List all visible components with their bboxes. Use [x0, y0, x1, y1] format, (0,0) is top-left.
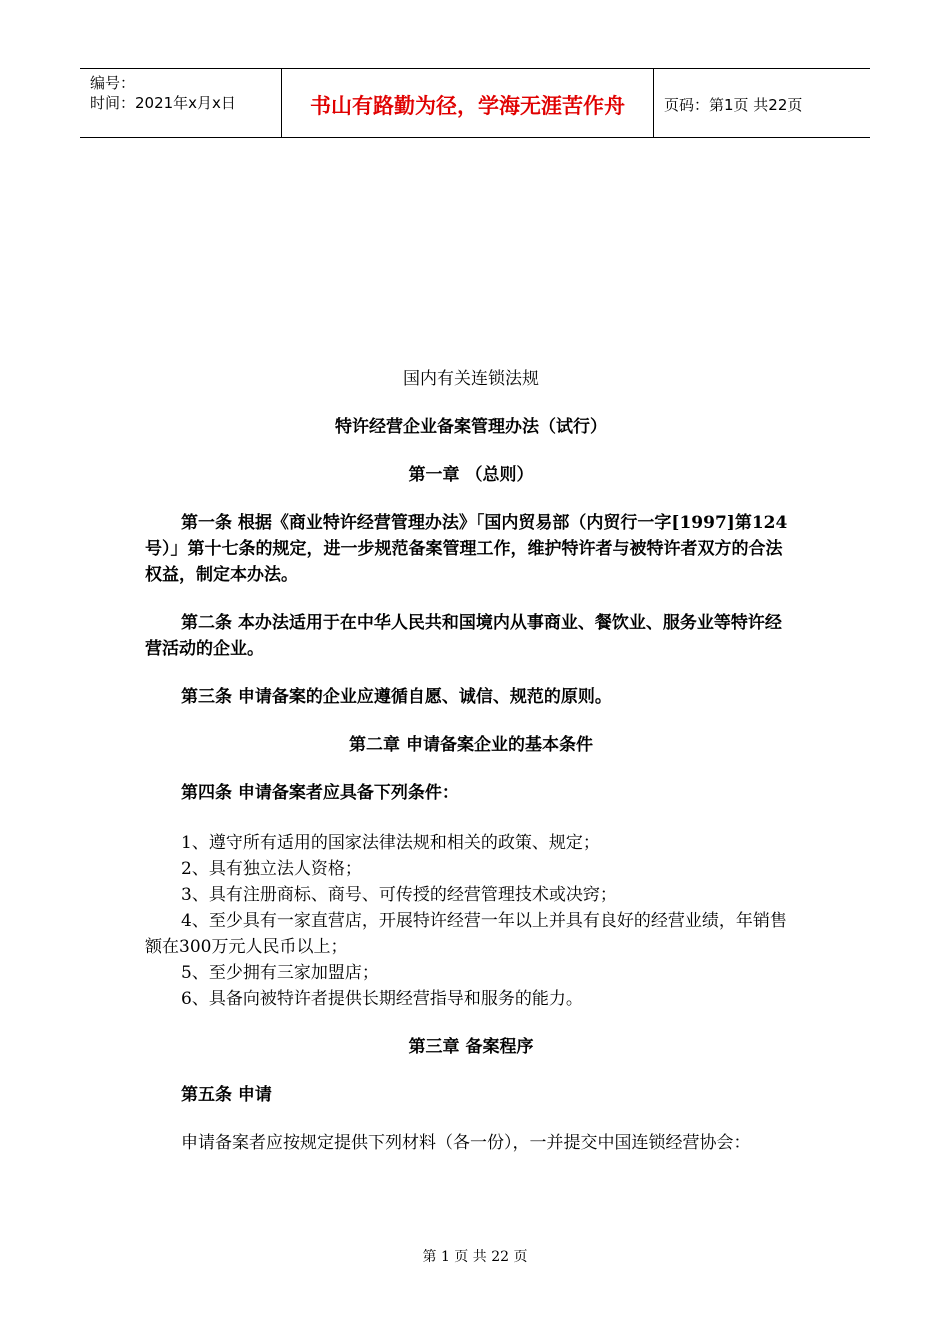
article-5: 第五条 申请 — [181, 1085, 272, 1105]
chapter-3-heading: 第三章 备案程序 — [408, 1037, 534, 1057]
article-1: 第一条 根据《商业特许经营管理办法》「国内贸易部（内贸行一字[1997]第124号）」第十七条的规定，进一步规范备案管理工作，维护特许者与被特许者双方的合法权益，制定本办法。 — [145, 513, 788, 585]
list-item: 5、至少拥有三家加盟店； — [181, 963, 379, 983]
header-meta — [80, 69, 282, 137]
article-2: 第二条 本办法适用于在中华人民共和国境内从事商业、餐饮业、服务业等特许经营活动的企业。 — [145, 613, 782, 659]
page-header — [80, 68, 870, 138]
document-body — [145, 366, 797, 1156]
article-3: 第三条 申请备案的企业应遵循自愿、诚信、规范的原则。 — [181, 687, 612, 707]
list-item: 1、遵守所有适用的国家法律法规和相关的政策、规定； — [181, 833, 600, 853]
list-item: 2、具有独立法人资格； — [181, 859, 362, 879]
list-item: 3、具有注册商标、商号、可传授的经营管理技术或决窍； — [181, 885, 617, 905]
header-page-info: 页码：第1页 共22页 — [664, 95, 803, 114]
doc-supertitle: 国内有关连锁法规 — [403, 369, 539, 389]
page-footer: 第 1 页 共 22 页 — [422, 1249, 528, 1265]
chapter-2-heading: 第二章 申请备案企业的基本条件 — [349, 735, 593, 755]
header-motto: 书山有路勤为径，学海无涯苦作舟 — [282, 69, 654, 137]
doc-title: 特许经营企业备案管理办法（试行） — [335, 417, 607, 437]
article-5-text: 申请备案者应按规定提供下列材料（各一份），一并提交中国连锁经营协会： — [181, 1133, 751, 1153]
number-label: 编号： — [90, 74, 136, 92]
list-item: 6、具备向被特许者提供长期经营指导和服务的能力。 — [181, 989, 583, 1009]
time-label: 时间：2021年x月x日 — [90, 94, 236, 112]
list-item: 4、至少具有一家直营店，开展特许经营一年以上并具有良好的经营业绩，年销售额在300万元人民币以上； — [145, 911, 787, 957]
article-4: 第四条 申请备案者应具备下列条件： — [181, 783, 459, 803]
chapter-1-heading: 第一章 （总则） — [408, 465, 534, 485]
conditions-list — [145, 830, 797, 1012]
